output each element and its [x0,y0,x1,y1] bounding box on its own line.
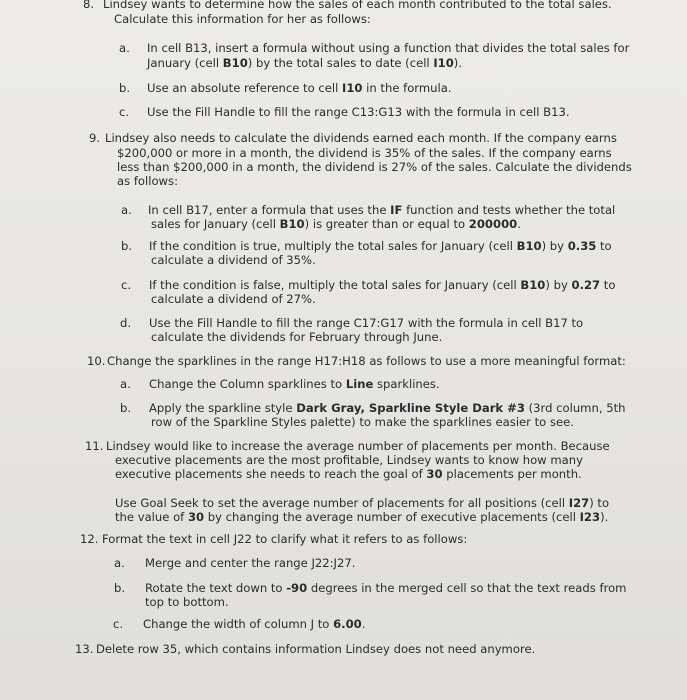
sub-text-line: top to bottom. [145,595,229,609]
step-number: 12. [80,532,99,546]
sub-text-line: calculate a dividend of 27%. [151,292,316,306]
sub-text-line: Rotate the text down to -90 degrees in the merged cell so that the text reads from [145,581,627,595]
step-number: 13. [75,642,94,656]
sub-letter: b. [119,81,131,95]
sub-text-line: Change the Column sparklines to Line sparklines. [149,377,440,391]
step-text-line: Format the text in cell J22 to clarify what it refers to as follows: [102,532,468,546]
sub-text-line: Merge and center the range J22:J27. [145,556,356,570]
sub-text-line: If the condition is true, multiply the total sales for January (cell B10) by 0.35 to [149,239,612,253]
sub-text-line: January (cell B10) by the total sales to date (cell I10). [147,56,463,70]
sub-letter: b. [114,581,126,595]
step-text-line: the value of 30 by changing the average number of executive placements (cell I23). [115,510,609,524]
step-text-line: executive placements she needs to reach the goal of 30 placements per month. [115,467,582,481]
sub-letter: c. [113,617,124,631]
step-text-line: Use Goal Seek to set the average number of placements for all positions (cell I27) to [115,496,610,510]
sub-letter: d. [120,316,132,330]
step-number: 10. [87,354,106,368]
sub-letter: c. [119,105,130,119]
step-text-line: executive placements are the most profitable, Lindsey wants to know how many [115,453,583,467]
sub-letter: a. [119,41,130,55]
step-number: 8. [83,0,95,11]
sub-letter: b. [121,239,133,253]
sub-text-line: In cell B13, insert a formula without using a function that divides the total sales for [147,41,630,55]
sub-letter: b. [120,401,132,415]
step-text-line: less than $200,000 in a month, the dividend is 27% of the sales. Calculate the dividends [117,160,632,174]
sub-text-line: row of the Sparkline Styles palette) to make the sparklines easier to see. [151,415,574,429]
step-number: 9. [89,131,101,145]
sub-text-line: Change the width of column J to 6.00. [143,617,366,631]
sub-letter: a. [120,377,131,391]
sub-text-line: sales for January (cell B10) is greater than or equal to 200000. [151,217,521,231]
sub-letter: a. [114,556,125,570]
step-text-line: Calculate this information for her as follows: [114,12,371,26]
sub-text-line: Use the Fill Handle to fill the range C17:G17 with the formula in cell B17 to [149,316,584,330]
sub-text-line: Apply the sparkline style Dark Gray, Sparkline Style Dark #3 (3rd column, 5th [149,401,626,415]
sub-text-line: Use the Fill Handle to fill the range C13:G13 with the formula in cell B13. [147,105,570,119]
step-text-line: Lindsey would like to increase the average number of placements per month. Because [106,439,610,453]
step-text-line: Lindsey also needs to calculate the dividends earned each month. If the company earns [105,131,617,145]
sub-text-line: calculate a dividend of 35%. [151,253,316,267]
sub-text-line: Use an absolute reference to cell I10 in the formula. [147,81,452,95]
sub-text-line: In cell B17, enter a formula that uses the IF function and tests whether the total [148,203,616,217]
step-text-line: Delete row 35, which contains information Lindsey does not need anymore. [96,642,536,656]
sub-text-line: calculate the dividends for February through June. [151,330,443,344]
step-text-line: Change the sparklines in the range H17:H18 as follows to use a more meaningful format: [107,354,626,368]
step-number: 11. [85,439,104,453]
step-text-line: Lindsey wants to determine how the sales of each month contributed to the total sales. [103,0,612,11]
sub-text-line: If the condition is false, multiply the total sales for January (cell B10) by 0.27 to [149,278,616,292]
sub-letter: c. [121,278,132,292]
sub-letter: a. [121,203,132,217]
step-text-line: $200,000 or more in a month, the dividend is 35% of the sales. If the company earns [117,146,612,160]
step-text-line: as follows: [117,174,178,188]
